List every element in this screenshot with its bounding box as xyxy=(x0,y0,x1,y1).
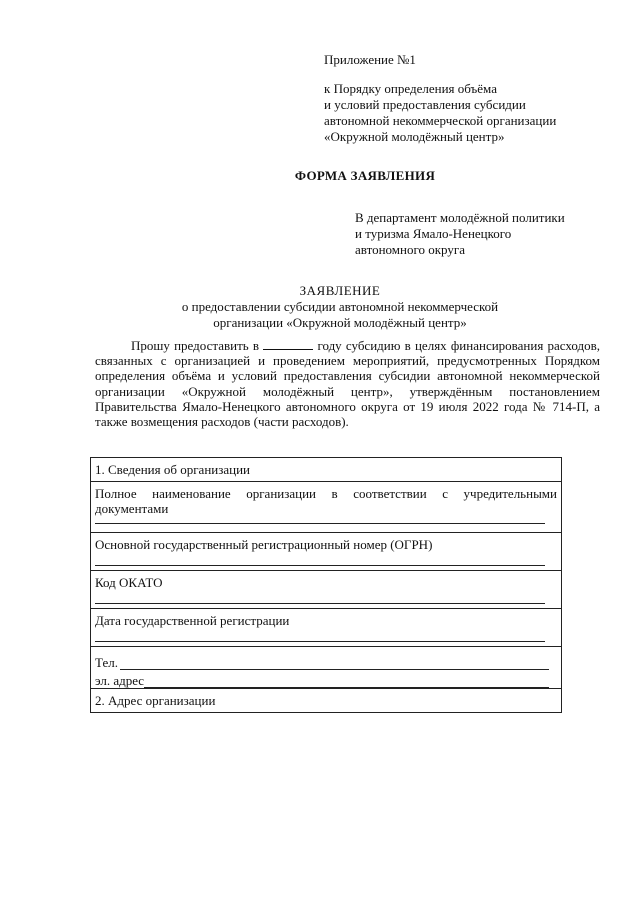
statement-heading: ЗАЯВЛЕНИЕ xyxy=(299,283,381,298)
full-name-label: Полное наименование организации в соответствии с учредительными документами xyxy=(95,486,557,516)
row-ogrn xyxy=(91,533,561,571)
annex-line: и условий предоставления субсидии xyxy=(324,97,526,112)
registration-date-input-line[interactable] xyxy=(95,640,545,642)
section-header-organization xyxy=(91,458,561,482)
email-label: эл. адрес xyxy=(95,673,145,688)
statement-subtitle: о предоставлении субсидии автономной некоммерческой xyxy=(181,299,499,314)
year-blank-field[interactable] xyxy=(263,339,313,350)
statement-header xyxy=(60,283,620,331)
ogrn-input-line[interactable] xyxy=(95,564,545,566)
form-title: ФОРМА ЗАЯВЛЕНИЯ xyxy=(294,168,436,183)
email-input-line[interactable] xyxy=(144,675,549,688)
okato-input-line[interactable] xyxy=(95,602,545,604)
row-registration-date xyxy=(91,609,561,647)
ogrn-label: Основной государственный регистрационный номер (ОГРН) xyxy=(95,537,433,552)
request-text-start: Прошу предоставить в xyxy=(131,338,260,353)
annex-line: к Порядку определения объёма xyxy=(324,81,497,96)
annex-header xyxy=(324,52,556,145)
organization-info-table xyxy=(90,457,562,713)
email-row xyxy=(95,673,557,688)
addressee-line: автономного округа xyxy=(355,242,465,257)
okato-label: Код ОКАТО xyxy=(95,575,163,590)
full-name-input-line[interactable] xyxy=(95,522,545,524)
row-contacts xyxy=(91,647,561,689)
section-title: 1. Сведения об организации xyxy=(95,462,251,477)
annex-line: «Окружной молодёжный центр» xyxy=(324,129,505,144)
annex-title: Приложение №1 xyxy=(324,52,416,67)
request-text-rest: году субсидию в целях финансирования расходов, связанных с организацией и проведением мероприятий, предусмотренных Порядком определения объёма и условий предоставления субсидии автономной некоммерческой организации «Окружной молодёжный центр», утверждённым постановлением Правительства Ямало-Ненецкого автономного округа от 19 июля 2022 года № 714-П, а также возмещения расходов (части расходов). xyxy=(95,338,600,430)
annex-line: автономной некоммерческой организации xyxy=(324,113,557,128)
phone-row xyxy=(95,655,557,670)
statement-subtitle: организации «Окружной молодёжный центр» xyxy=(213,315,467,330)
row-full-name xyxy=(91,482,561,533)
request-paragraph xyxy=(95,338,600,429)
addressee-line: и туризма Ямало-Ненецкого xyxy=(355,226,512,241)
registration-date-label: Дата государственной регистрации xyxy=(95,613,290,628)
addressee-block xyxy=(355,210,565,258)
phone-input-line[interactable] xyxy=(120,657,549,670)
section-title: 2. Адрес организации xyxy=(95,693,216,708)
section-header-address xyxy=(91,689,561,713)
addressee-line: В департамент молодёжной политики xyxy=(355,210,565,225)
phone-label: Тел. xyxy=(95,655,118,670)
row-okato xyxy=(91,571,561,609)
